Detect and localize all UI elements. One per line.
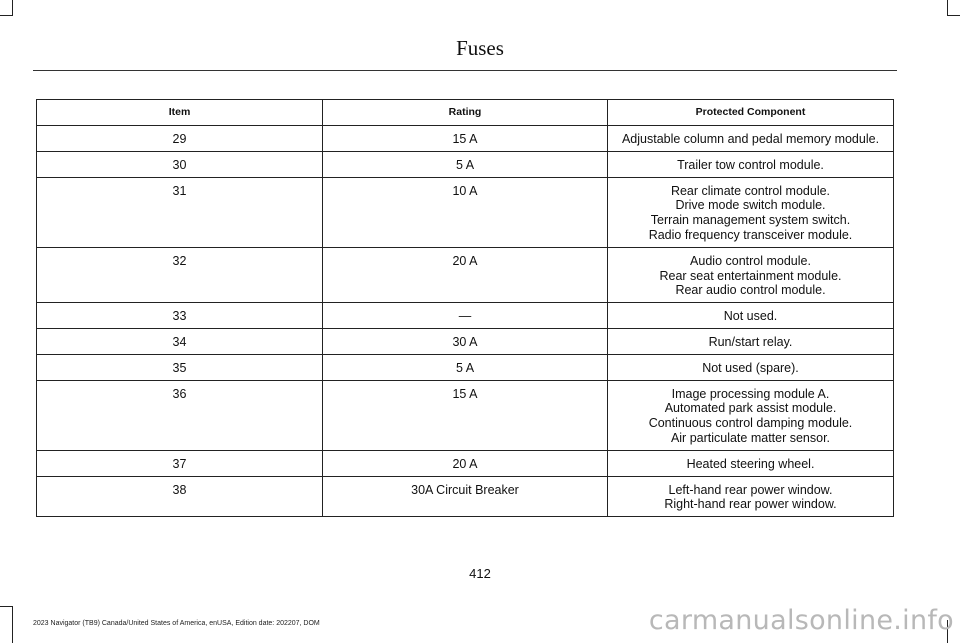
crop-mark-bottom-left-v: [12, 606, 13, 643]
fuse-item-number: 35: [37, 354, 323, 380]
footer-edition-text: 2023 Navigator (TB9) Canada/United States of America, enUSA, Edition date: 202207, DOM: [33, 620, 320, 627]
table-row: [37, 303, 894, 329]
protected-component-line: Rear audio control module.: [675, 283, 826, 298]
fuse-item-number: 31: [37, 177, 323, 247]
fuse-rating: —: [323, 303, 608, 329]
fuse-item-number: 29: [37, 126, 323, 152]
table-row: [37, 450, 894, 476]
protected-component-line: Trailer tow control module.: [677, 157, 824, 172]
protected-component: [608, 328, 894, 354]
fuse-item-number: 36: [37, 380, 323, 450]
fuse-rating: 5 A: [323, 151, 608, 177]
protected-component-line: Radio frequency transceiver module.: [648, 227, 853, 242]
title-divider: [33, 70, 897, 71]
fuse-rating: 10 A: [323, 177, 608, 247]
table-body: [37, 126, 894, 517]
table-row: [37, 476, 894, 517]
table-row: [37, 380, 894, 450]
fuse-rating: 20 A: [323, 247, 608, 302]
crop-mark-bottom-left-h: [0, 606, 13, 607]
protected-component-line: Continuous control damping module.: [648, 416, 853, 431]
fuse-item-number: 37: [37, 450, 323, 476]
protected-component: [608, 303, 894, 329]
protected-component-line: Adjustable column and pedal memory module.: [621, 132, 880, 146]
page-title: Fuses: [456, 36, 504, 60]
table-row: [37, 328, 894, 354]
crop-mark-top-left-h: [0, 15, 13, 16]
protected-component: [608, 126, 894, 152]
table-row: [37, 151, 894, 177]
fuse-rating: 30 A: [323, 328, 608, 354]
protected-component-line: Drive mode switch module.: [675, 198, 826, 213]
fuse-rating: 15 A: [323, 126, 608, 152]
protected-component: [608, 380, 894, 450]
protected-component-line: Audio control module.: [690, 253, 811, 268]
table-row: [37, 126, 894, 152]
fuse-item-number: 30: [37, 151, 323, 177]
protected-component: [608, 354, 894, 380]
crop-mark-top-right-v: [947, 0, 948, 15]
protected-component-line: Right-hand rear power window.: [664, 497, 837, 512]
fuse-item-number: 34: [37, 328, 323, 354]
protected-component-line: Heated steering wheel.: [686, 456, 815, 471]
table-row: [37, 177, 894, 247]
fuse-item-number: 38: [37, 476, 323, 517]
page-number: 412: [469, 566, 491, 581]
protected-component-line: Terrain management system switch.: [650, 213, 851, 228]
protected-component-line: Run/start relay.: [708, 334, 793, 349]
protected-component: [608, 247, 894, 302]
table-row: [37, 247, 894, 302]
fuse-rating: 20 A: [323, 450, 608, 476]
protected-component: [608, 476, 894, 517]
table-row: [37, 354, 894, 380]
fuse-rating: 15 A: [323, 380, 608, 450]
protected-component: [608, 177, 894, 247]
protected-component-line: Left-hand rear power window.: [668, 482, 833, 497]
protected-component-line: Rear seat entertainment module.: [659, 268, 842, 283]
table-header-row: [37, 100, 894, 126]
fuse-rating: 30A Circuit Breaker: [323, 476, 608, 517]
crop-mark-top-left-v: [12, 0, 13, 15]
protected-component-line: Not used (spare).: [702, 360, 799, 375]
protected-component-line: Air particulate matter sensor.: [670, 430, 831, 445]
fuse-item-number: 33: [37, 303, 323, 329]
column-header-rating: Rating: [323, 100, 608, 126]
protected-component-line: Automated park assist module.: [664, 401, 837, 416]
column-header-item: Item: [37, 100, 323, 126]
protected-component-line: Rear climate control module.: [670, 183, 831, 198]
fuse-item-number: 32: [37, 247, 323, 302]
column-header-protected-component: Protected Component: [608, 100, 894, 126]
protected-component-line: Not used.: [723, 309, 778, 324]
protected-component-line: Image processing module A.: [671, 386, 830, 401]
fuse-table: [36, 99, 894, 517]
crop-mark-top-right-h: [947, 15, 960, 16]
protected-component: [608, 450, 894, 476]
protected-component: [608, 151, 894, 177]
watermark: carmanualsonline.info: [648, 605, 954, 636]
fuse-rating: 5 A: [323, 354, 608, 380]
